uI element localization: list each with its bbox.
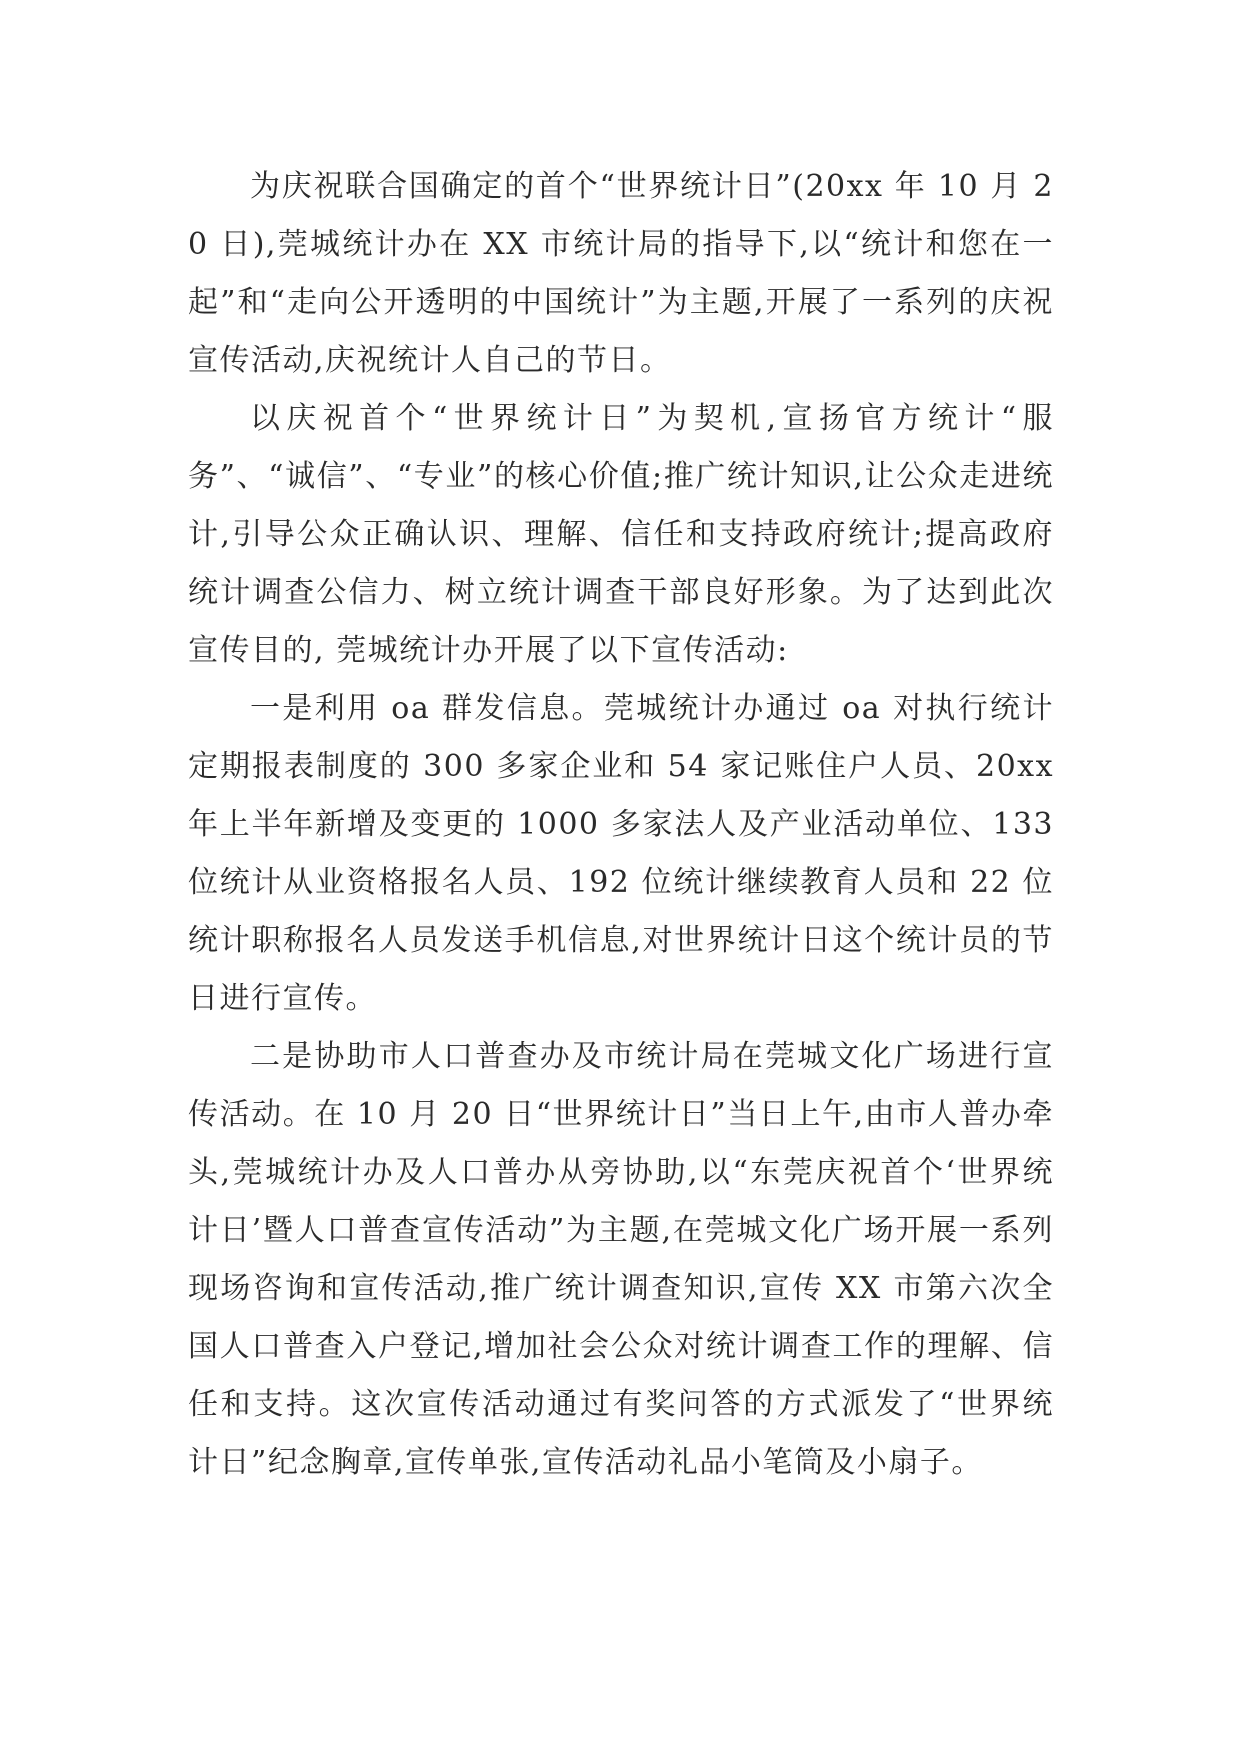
paragraph-purpose: 以庆祝首个“世界统计日”为契机,宣扬官方统计“服务”、“诚信”、“专业”的核心价值;推广统计知识,让公众走进统计,引导公众正确认识、理解、信任和支持政府统计;提高政府统计调查公信力、树立统计调查干部良好形象。为了达到此次宣传目的, 莞城统计办开展了以下宣传活动:: [188, 401, 1054, 668]
paragraph-activity-one: 一是利用 oa 群发信息。莞城统计办通过 oa 对执行统计定期报表制度的 300 多家企业和 54 家记账住户人员、20xx 年上半年新增及变更的 1000 多家法人及产业活动单位、133 位统计从业资格报名人员、192 位统计继续教育人员和 22 位统计职称报名人员发送手机信息,对世界统计日这个统计员的节日进行宣传。: [188, 691, 1054, 1016]
paragraph-intro: 为庆祝联合国确定的首个“世界统计日”(20xx 年 10 月 20 日),莞城统计办在 XX 市统计局的指导下,以“统计和您在一起”和“走向公开透明的中国统计”为主题,开展了一系列的庆祝宣传活动,庆祝统计人自己的节日。: [188, 169, 1054, 378]
document-body: [188, 158, 1054, 1492]
paragraph-activity-two: 二是协助市人口普查办及市统计局在莞城文化广场进行宣传活动。在 10 月 20 日“世界统计日”当日上午,由市人普办牵头,莞城统计办及人口普办从旁协助,以“东莞庆祝首个‘世界统计日’暨人口普查宣传活动”为主题,在莞城文化广场开展一系列现场咨询和宣传活动,推广统计调查知识,宣传 XX 市第六次全国人口普查入户登记,增加社会公众对统计调查工作的理解、信任和支持。这次宣传活动通过有奖问答的方式派发了“世界统计日”纪念胸章,宣传单张,宣传活动礼品小笔筒及小扇子。: [188, 1039, 1054, 1480]
